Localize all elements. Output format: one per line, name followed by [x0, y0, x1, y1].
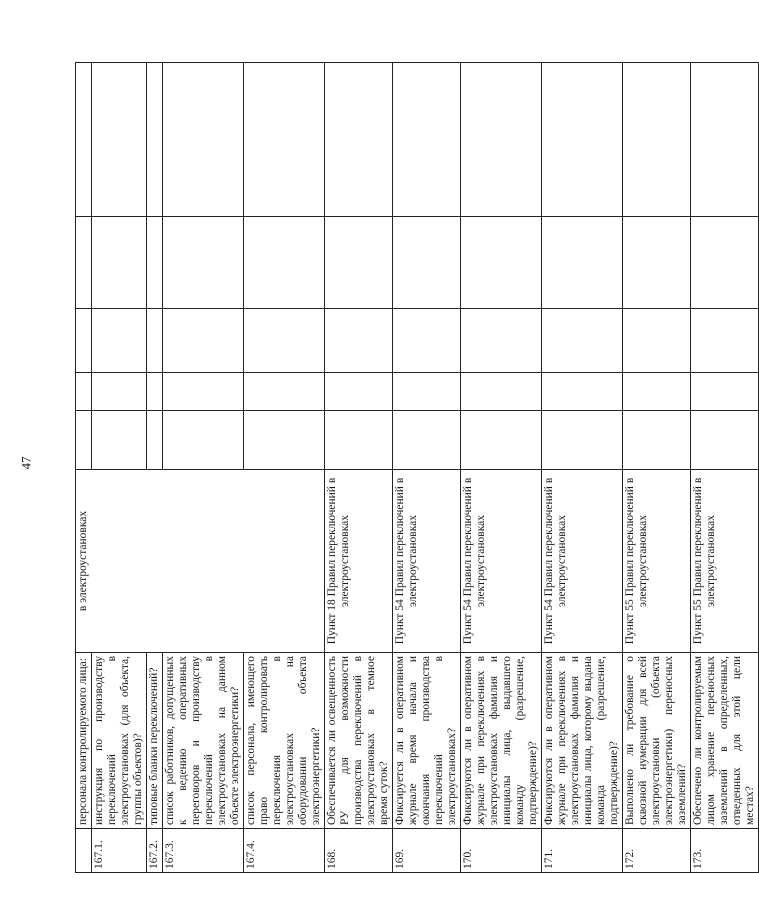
row-question: персонала контролируемого лица: — [76, 653, 92, 829]
empty-cell — [691, 63, 759, 217]
checklist-table-rotated — [75, 63, 756, 873]
empty-cell — [244, 373, 325, 411]
row-reference: Пункт 54 Правил переключений в электроустановках — [542, 470, 623, 653]
empty-cell — [147, 63, 163, 217]
table-row — [147, 63, 163, 873]
table-row — [325, 63, 393, 873]
row-number — [76, 829, 92, 873]
empty-cell — [542, 217, 623, 309]
empty-cell — [542, 63, 623, 217]
empty-cell — [92, 309, 147, 373]
empty-cell — [461, 309, 542, 373]
row-number: 167.2. — [147, 829, 163, 873]
empty-cell — [461, 217, 542, 309]
empty-cell — [244, 411, 325, 470]
empty-cell — [76, 63, 92, 217]
row-question: Фиксируется ли в оперативном журнале время начала и окончания производства переключений в электроустановках? — [393, 653, 461, 829]
row-question: Обеспечено ли контролируемым лицом хранение переносных заземлений в определенных, отведенных для этой цели местах? — [691, 653, 759, 829]
empty-cell — [325, 63, 393, 217]
row-number: 167.1. — [92, 829, 147, 873]
empty-cell — [147, 373, 163, 411]
empty-cell — [147, 411, 163, 470]
empty-cell — [163, 411, 244, 470]
empty-cell — [691, 411, 759, 470]
row-question: типовые бланки переключений? — [147, 653, 163, 829]
empty-cell — [76, 411, 92, 470]
table-row — [92, 63, 147, 873]
empty-cell — [163, 309, 244, 373]
row-reference: Пункт 54 Правил переключений в электроустановках — [393, 470, 461, 653]
row-number: 167.3. — [163, 829, 244, 873]
row-number: 171. — [542, 829, 623, 873]
row-question: список работников, допущенных к ведению оперативных переговоров и производству переключений в электроустановках на данном объекте электроэнергетики? — [163, 653, 244, 829]
table-row — [623, 63, 691, 873]
empty-cell — [461, 373, 542, 411]
empty-cell — [393, 309, 461, 373]
row-reference: Пункт 55 Правил переключений в электроустановках — [623, 470, 691, 653]
row-question: Выполнено ли требование о сквозной нумерации для всей электроустановки (объекта электроэнергетики) переносных заземлений? — [623, 653, 691, 829]
empty-cell — [76, 217, 92, 309]
empty-cell — [623, 309, 691, 373]
checklist-table — [75, 62, 759, 873]
row-number: 170. — [461, 829, 542, 873]
empty-cell — [163, 373, 244, 411]
empty-cell — [163, 217, 244, 309]
row-question: инструкция по производству переключений в электроустановках (для объекта, группы объектов)? — [92, 653, 147, 829]
row-reference: Пункт 18 Правил переключений в электроустановках — [325, 470, 393, 653]
empty-cell — [461, 63, 542, 217]
empty-cell — [147, 217, 163, 309]
empty-cell — [147, 309, 163, 373]
empty-cell — [393, 411, 461, 470]
row-reference: Пункт 54 Правил переключений в электроустановках — [461, 470, 542, 653]
row-number: 173. — [691, 829, 759, 873]
row-question: Фиксируются ли в оперативном журнале при переключениях в электроустановках фамилия и инициалы лица, выдавшего команду (разрешение, подтверждение)? — [461, 653, 542, 829]
empty-cell — [163, 63, 244, 217]
table-row — [393, 63, 461, 873]
empty-cell — [76, 373, 92, 411]
empty-cell — [542, 373, 623, 411]
empty-cell — [542, 309, 623, 373]
table-row — [244, 63, 325, 873]
empty-cell — [393, 373, 461, 411]
empty-cell — [244, 63, 325, 217]
empty-cell — [325, 217, 393, 309]
empty-cell — [623, 217, 691, 309]
empty-cell — [461, 411, 542, 470]
row-question: Фиксируются ли в оперативном журнале при переключениях в электроустановках фамилия и инициалы лица, которому выдана команда (разрешение, подтверждение)? — [542, 653, 623, 829]
empty-cell — [76, 309, 92, 373]
row-number: 169. — [393, 829, 461, 873]
row-number: 167.4. — [244, 829, 325, 873]
empty-cell — [691, 373, 759, 411]
empty-cell — [623, 63, 691, 217]
row-reference: Пункт 55 Правил переключений в электроустановках — [691, 470, 759, 653]
empty-cell — [325, 411, 393, 470]
empty-cell — [542, 411, 623, 470]
table-row — [461, 63, 542, 873]
empty-cell — [325, 309, 393, 373]
empty-cell — [92, 63, 147, 217]
empty-cell — [92, 217, 147, 309]
table-row — [76, 63, 92, 873]
empty-cell — [691, 309, 759, 373]
empty-cell — [393, 63, 461, 217]
row-reference: в электроустановках — [76, 470, 325, 653]
row-number: 168. — [325, 829, 393, 873]
empty-cell — [92, 411, 147, 470]
page-number: 47 — [18, 456, 34, 470]
table-row — [163, 63, 244, 873]
row-question: Обеспечивается ли освещенность РУ для возможности производства переключений в электроустановках в темное время суток? — [325, 653, 393, 829]
row-number: 172. — [623, 829, 691, 873]
table-row — [691, 63, 759, 873]
empty-cell — [92, 373, 147, 411]
empty-cell — [325, 373, 393, 411]
empty-cell — [244, 309, 325, 373]
empty-cell — [244, 217, 325, 309]
empty-cell — [393, 217, 461, 309]
empty-cell — [691, 217, 759, 309]
table-row — [542, 63, 623, 873]
row-question: список персонала, имеющего право контролировать переключения в электроустановках на оборудовании объекта электроэнергетики? — [244, 653, 325, 829]
empty-cell — [623, 373, 691, 411]
empty-cell — [623, 411, 691, 470]
